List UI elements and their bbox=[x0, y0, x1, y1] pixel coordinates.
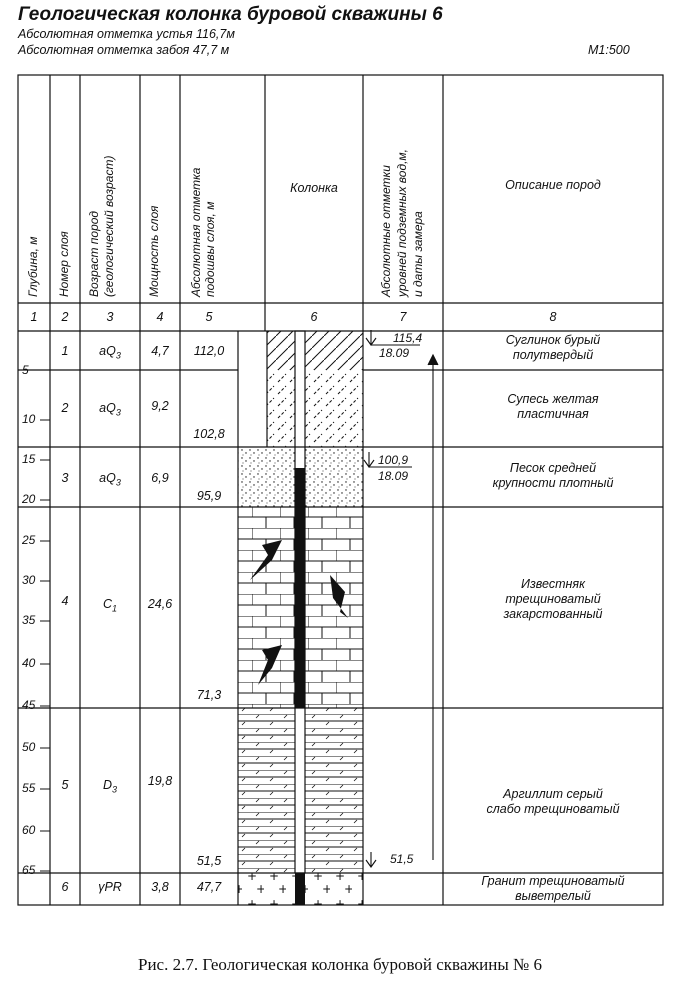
layer-base-elevation: 112,0 bbox=[193, 344, 225, 358]
layer-thickness: 3,8 bbox=[151, 880, 169, 894]
layer-thickness: 4,7 bbox=[151, 344, 169, 358]
figure-caption: Рис. 2.7. Геологическая колонка буровой скважины № 6 bbox=[138, 955, 542, 974]
col7-header-line1: Абсолютные отметки bbox=[379, 165, 393, 297]
layer2-pattern bbox=[267, 370, 363, 447]
col3-header-line2: (геологический возраст) bbox=[102, 155, 116, 297]
layer-base-elevation: 95,9 bbox=[196, 489, 222, 503]
depth-tick: 15 bbox=[22, 452, 36, 466]
depth-tick: 25 bbox=[22, 533, 36, 547]
layer-age: $D_3$ bbox=[102, 778, 118, 795]
col1-header: Глубина, м bbox=[26, 236, 40, 297]
col2-header: Номер слоя bbox=[57, 231, 71, 297]
depth-tick: 40 bbox=[22, 656, 36, 670]
layer-description: Суглинок бурый полутвердый bbox=[505, 333, 601, 362]
depth-tick: 35 bbox=[22, 613, 36, 627]
layer-thickness: 19,8 bbox=[147, 774, 173, 788]
layer-thickness: 24,6 bbox=[147, 597, 173, 611]
layer-description: Известняк трещиноватый закарстованный bbox=[503, 577, 603, 621]
scale-label: М1:500 bbox=[588, 43, 630, 57]
layer-age: $aQ_3$ bbox=[99, 471, 121, 488]
layer-description: Аргиллит серый слабо трещиноватый bbox=[486, 787, 620, 816]
layer-number: 4 bbox=[61, 594, 69, 608]
layer-number: 5 bbox=[61, 778, 69, 792]
col-number: 8 bbox=[549, 310, 557, 324]
water-level-3-value: 51,5 bbox=[390, 852, 414, 866]
col4-header: Мощность слоя bbox=[147, 205, 161, 297]
layer-description: Супесь желтая пластичная bbox=[507, 392, 599, 421]
layer-number: 6 bbox=[61, 880, 69, 894]
layer-thickness: 9,2 bbox=[151, 399, 169, 413]
col7-header-line3: и даты замера bbox=[411, 211, 425, 297]
col-number: 5 bbox=[205, 310, 213, 324]
col7-header-line2: уровней подземных вод,м, bbox=[395, 149, 409, 297]
layer-age: $aQ_3$ bbox=[99, 344, 121, 361]
col6-header: Колонка bbox=[290, 181, 338, 195]
col8-header: Описание пород bbox=[505, 178, 601, 192]
col-number: 7 bbox=[399, 310, 407, 324]
layer-thickness: 6,9 bbox=[151, 471, 169, 485]
layer-base-elevation: 102,8 bbox=[193, 427, 225, 441]
layer-description: Гранит трещиноватый выветрелый bbox=[481, 874, 625, 903]
col-number: 4 bbox=[156, 310, 164, 324]
water-level-1-value: 115,4 bbox=[393, 331, 423, 345]
depth-tick: 50 bbox=[22, 740, 36, 754]
borehole-open bbox=[295, 468, 305, 708]
borehole-bottom bbox=[295, 873, 305, 905]
col-number: 3 bbox=[106, 310, 114, 324]
col5-header-line1: Абсолютная отметка bbox=[189, 167, 203, 297]
layer-age: γPR bbox=[98, 880, 122, 894]
bottom-elevation: Абсолютная отметка забоя 47,7 м bbox=[18, 43, 230, 57]
layer-age: $aQ_3$ bbox=[99, 401, 121, 418]
layer-age: $C_1$ bbox=[102, 597, 118, 614]
col-number: 2 bbox=[61, 310, 69, 324]
layer-number: 2 bbox=[61, 401, 69, 415]
layer-base-elevation: 47,7 bbox=[196, 880, 222, 894]
layer-base-elevation: 51,5 bbox=[196, 854, 222, 868]
depth-tick: 55 bbox=[22, 781, 36, 795]
layer1-pattern bbox=[267, 331, 363, 370]
depth-tick: 20 bbox=[22, 492, 36, 506]
layer-description: Песок средней крупности плотный bbox=[492, 461, 614, 490]
col5-header-line2: подошвы слоя, м bbox=[203, 201, 217, 297]
depth-tick: 30 bbox=[22, 573, 36, 587]
collar-elevation: Абсолютная отметка устья 116,7м bbox=[18, 27, 235, 41]
col-number: 6 bbox=[310, 310, 318, 324]
depth-tick: 65 bbox=[22, 863, 36, 877]
depth-tick: 45 bbox=[22, 698, 36, 712]
col3-header-line1: Возраст пород bbox=[87, 210, 101, 297]
page-title: Геологическая колонка буровой скважины 6 bbox=[18, 4, 443, 25]
depth-tick: 60 bbox=[22, 823, 36, 837]
layer-number: 3 bbox=[61, 471, 69, 485]
water-level-2-value: 100,9 bbox=[378, 453, 409, 467]
layer-base-elevation: 71,3 bbox=[196, 688, 222, 702]
water-level-1-date: 18.09 bbox=[379, 346, 410, 360]
depth-tick: 5 bbox=[22, 363, 29, 377]
depth-tick: 10 bbox=[22, 412, 36, 426]
col-number: 1 bbox=[30, 310, 38, 324]
water-level-2-date: 18.09 bbox=[378, 469, 409, 483]
layer-number: 1 bbox=[61, 344, 69, 358]
